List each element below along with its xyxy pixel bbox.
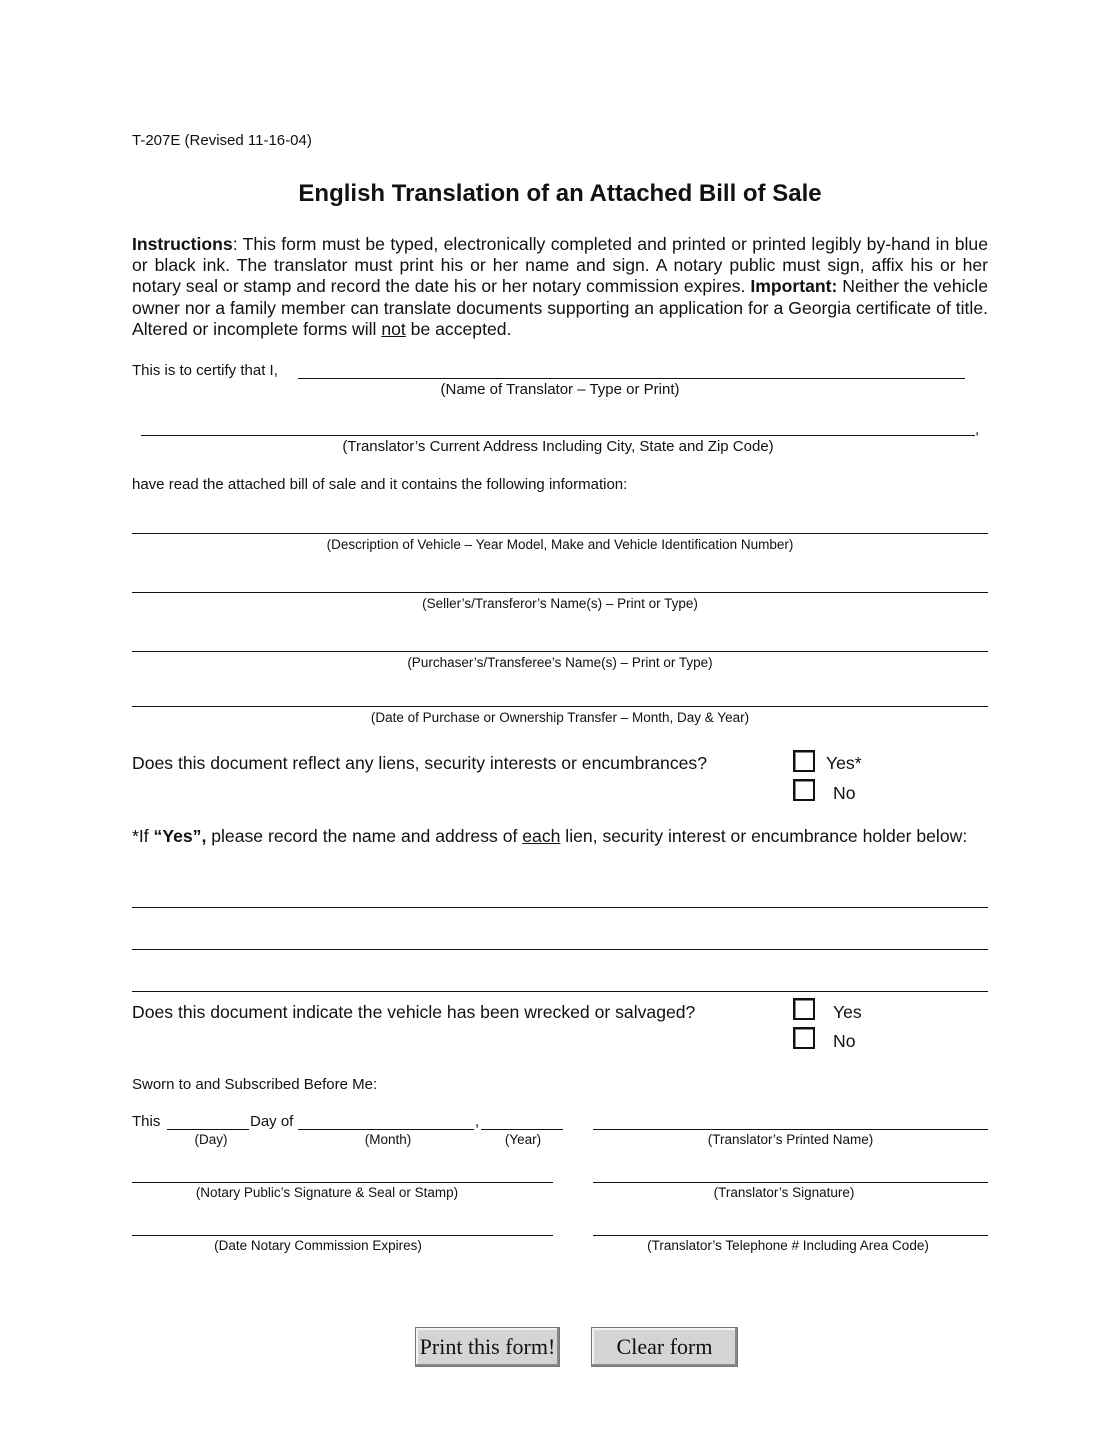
instructions-label: Instructions (132, 234, 233, 254)
lien-holder-note (132, 826, 988, 847)
translator-address-caption: (Translator’s Current Address Including City, State and Zip Code) (342, 438, 774, 455)
lien-holder-line-3[interactable] (132, 991, 988, 992)
sworn-statement: Sworn to and Subscribed Before Me: (132, 1076, 378, 1093)
instructions-text-3: be accepted. (405, 318, 512, 339)
translator-address-field[interactable] (141, 435, 975, 436)
note-yes: “Yes”, (153, 826, 207, 846)
translator-printed-name-field[interactable] (593, 1129, 988, 1130)
day-of-word: Day of (250, 1113, 294, 1130)
translator-printed-name-caption: (Translator’s Printed Name) (707, 1132, 874, 1147)
note-text-1: please record the name and address of (206, 826, 523, 846)
certify-prefix: This is to certify that I, (132, 362, 278, 379)
lien-holder-line-2[interactable] (132, 949, 988, 950)
form-id: T-207E (Revised 11-16-04) (132, 132, 312, 149)
instructions-text-2: Neither the vehicle owner nor a family member can translate documents supporting an application for a Georgia certificate of title. Altered or incomplete forms will (132, 276, 988, 339)
purchaser-name-caption: (Purchaser’s/Transferee’s Name(s) – Print or Type) (407, 655, 713, 670)
seller-name-field[interactable] (132, 592, 988, 593)
important-label: Important: (750, 276, 838, 297)
notary-signature-field[interactable] (132, 1182, 553, 1183)
this-word: This (132, 1113, 161, 1130)
read-statement: have read the attached bill of sale and it contains the following information: (132, 476, 628, 493)
wrecked-yes-checkbox[interactable] (793, 998, 815, 1020)
translator-name-caption: (Name of Translator – Type or Print) (440, 381, 680, 398)
translator-telephone-field[interactable] (593, 1235, 988, 1236)
notary-signature-caption: (Notary Public’s Signature & Seal or Stamp) (195, 1185, 459, 1200)
translator-name-field[interactable] (298, 378, 965, 379)
date-comma: , (475, 1113, 480, 1130)
clear-form-button[interactable]: Clear form (591, 1327, 738, 1367)
purchase-date-caption: (Date of Purchase or Ownership Transfer – Month, Day & Year) (370, 710, 750, 725)
wrecked-no-label: No (833, 1031, 856, 1051)
purchase-date-field[interactable] (132, 706, 988, 707)
address-comma: , (975, 421, 980, 438)
liens-yes-label: Yes* (826, 753, 862, 773)
day-field[interactable] (167, 1129, 249, 1130)
liens-no-label: No (833, 783, 856, 803)
month-caption: (Month) (364, 1132, 412, 1147)
purchaser-name-field[interactable] (132, 651, 988, 652)
year-field[interactable] (481, 1129, 563, 1130)
liens-question: Does this document reflect any liens, security interests or encumbrances? (132, 753, 707, 773)
vehicle-description-field[interactable] (132, 533, 988, 534)
wrecked-no-checkbox[interactable] (793, 1027, 815, 1049)
translator-signature-field[interactable] (593, 1182, 988, 1183)
notary-commission-field[interactable] (132, 1235, 553, 1236)
note-each: each (522, 826, 561, 846)
liens-no-checkbox[interactable] (793, 779, 815, 801)
page-title: English Translation of an Attached Bill of Sale (298, 180, 822, 207)
instructions-text-1: : This form must be typed, electronically completed and printed or printed legibly by-hand in blue or black ink. The translator must print his or her name and sign. A notary public must sign, affix his or her notary seal or stamp and record the date his or her notary commission expires. (132, 234, 988, 297)
seller-name-caption: (Seller’s/Transferor’s Name(s) – Print or Type) (422, 596, 698, 611)
wrecked-question: Does this document indicate the vehicle has been wrecked or salvaged? (132, 1002, 696, 1022)
year-caption: (Year) (504, 1132, 542, 1147)
wrecked-yes-label: Yes (833, 1002, 862, 1022)
print-form-button[interactable]: Print this form! (415, 1327, 560, 1367)
lien-holder-line-1[interactable] (132, 907, 988, 908)
vehicle-description-caption: (Description of Vehicle – Year Model, Make and Vehicle Identification Number) (326, 537, 794, 552)
day-caption: (Day) (194, 1132, 228, 1147)
month-field[interactable] (298, 1129, 474, 1130)
liens-yes-checkbox[interactable] (793, 750, 815, 772)
note-text-2: lien, security interest or encumbrance holder below: (560, 826, 968, 846)
translator-signature-caption: (Translator’s Signature) (713, 1185, 855, 1200)
note-prefix: *If (132, 826, 154, 846)
notary-commission-caption: (Date Notary Commission Expires) (214, 1238, 422, 1253)
not-word: not (381, 318, 406, 339)
translator-telephone-caption: (Translator’s Telephone # Including Area Code) (647, 1238, 929, 1253)
instructions-paragraph (132, 234, 988, 340)
